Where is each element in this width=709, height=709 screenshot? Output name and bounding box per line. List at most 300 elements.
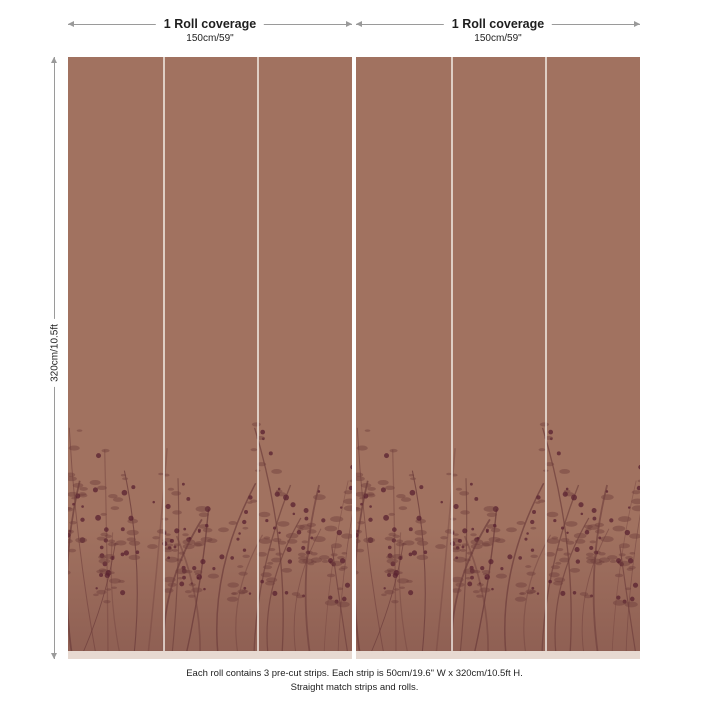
seed-head [237,589,247,594]
seed-head [178,577,183,579]
berry-cluster [561,527,564,530]
berry-cluster [212,567,215,570]
berry-cluster [80,518,84,522]
berry-cluster [182,576,186,580]
seed-head [459,491,469,496]
berry-cluster [616,596,620,600]
berry-cluster [288,559,292,563]
berry-cluster [531,548,534,551]
seed-head [175,568,188,574]
seed-head [298,556,307,560]
berry-cluster [167,556,170,559]
seed-head [238,572,247,576]
berry-cluster [548,580,552,584]
berry-cluster [174,546,177,549]
berry-cluster [532,510,536,514]
seed-head [322,560,329,563]
berry-cluster [518,556,522,560]
seed-head [327,574,335,578]
seed-head [129,555,141,560]
seed-head [384,590,394,595]
berry-cluster [625,530,630,535]
berry-cluster [578,502,583,507]
seed-head [397,571,403,574]
seed-head [157,529,167,533]
seed-head [299,524,311,530]
seed-head [385,486,395,490]
seed-head [460,549,466,552]
arrow-left-icon [68,21,74,27]
roll-1-coverage-dimension [68,14,352,50]
seed-head [367,487,376,491]
berry-cluster [285,591,289,595]
arrow-right-icon [346,21,352,27]
berry-cluster [576,559,580,563]
roll-2-coverage-dimension [356,14,640,50]
seed-head [356,549,364,553]
seed-head [399,506,407,510]
seed-head [539,448,546,451]
seed-head [415,530,427,536]
berry-cluster [81,505,84,508]
berry-cluster [410,490,416,496]
seed-head [625,587,631,590]
berry-cluster [136,550,140,554]
berry-cluster [369,505,372,508]
berry-cluster [462,528,467,533]
roll-base-strip [356,651,640,659]
berry-cluster [128,516,133,521]
berry-cluster [196,574,202,580]
seed-head [127,537,136,541]
seed-head [607,555,617,560]
seed-head [242,527,248,530]
seed-head [390,449,398,453]
seed-head [551,536,558,539]
berry-cluster [95,587,97,589]
seed-head [586,556,595,560]
seed-head [555,562,561,565]
seed-head [163,577,176,583]
seed-head [460,510,470,514]
seed-head [401,497,411,502]
seed-head [330,516,343,522]
seed-head [171,491,181,496]
berry-cluster [440,501,443,504]
berry-cluster [392,527,397,532]
berry-cluster [238,532,241,535]
berry-cluster [95,515,101,521]
seed-head [619,553,626,556]
berry-cluster [388,546,392,550]
seed-head [466,577,471,579]
seed-head [470,533,476,536]
berry-cluster [488,559,493,564]
berry-cluster [297,530,302,535]
seed-head [237,565,243,568]
seed-head [565,521,577,527]
berry-cluster [342,597,347,602]
seed-head [111,586,117,589]
seed-head [97,537,106,541]
seed-head [182,533,188,536]
seed-head [526,572,535,576]
berry-cluster [470,576,474,580]
seed-head [158,473,163,475]
seed-head [162,518,168,521]
berry-cluster [174,528,179,533]
berry-cluster [409,527,413,531]
seed-head [471,544,483,549]
berry-cluster [345,583,350,588]
height-label: 320cm/10.5ft [50,319,61,387]
berry-cluster [165,504,170,509]
seed-head [191,588,202,593]
seed-head [388,533,396,537]
seed-head [515,597,526,602]
berry-cluster [131,485,135,489]
berry-cluster [152,501,155,504]
seed-head [100,533,108,537]
seed-head [194,570,203,574]
seed-head [90,480,101,485]
seed-head [247,501,252,503]
seed-head [487,512,497,517]
berry-cluster [470,483,473,486]
berry-cluster [122,490,128,496]
berry-cluster [321,518,325,522]
berry-cluster [248,495,252,499]
berry-cluster [260,580,264,584]
seed-head [601,536,614,542]
seed-head [385,537,394,541]
berry-cluster [633,583,638,588]
seed-head [476,595,483,598]
berry-cluster [337,530,342,535]
seed-head [183,544,195,549]
berry-cluster [236,538,239,541]
roll-1-artwork [68,57,352,659]
berry-cluster [265,519,268,522]
strip-info-text: Each roll contains 3 pre-cut strips. Each strip is 50cm/19.6" W x 320cm/10.5ft H. [186,668,523,679]
berry-cluster [474,497,478,501]
seed-head [282,568,292,573]
roll-2-artwork [356,57,640,659]
wallpaper-roll-1 [68,57,352,659]
seed-head [102,449,110,453]
seed-head [122,477,128,480]
seed-head [587,524,599,530]
berry-cluster [249,592,251,594]
berry-cluster [205,524,208,527]
seed-head [516,521,525,525]
seed-head [628,566,635,569]
seed-head [625,601,638,607]
seed-head [453,533,458,535]
seed-head [100,513,106,516]
arrow-right-icon [634,21,640,27]
berry-cluster [412,550,417,555]
seed-head [595,529,605,533]
berry-cluster [243,548,246,551]
seed-head [277,521,289,527]
seed-head [551,565,560,569]
seed-head [218,527,229,532]
seed-head [451,588,461,593]
seed-head [482,570,491,574]
berry-cluster [462,546,465,549]
seed-head [575,539,586,544]
berry-cluster [318,490,321,493]
roll-2-title: 1 Roll coverage [451,17,545,31]
seed-head [613,600,626,606]
roll-base-strip [68,651,352,659]
seed-head [75,537,87,542]
seed-head [396,539,403,542]
berry-cluster [243,587,246,590]
berry-cluster [575,547,580,552]
berry-cluster [563,492,568,497]
berry-cluster [453,504,458,509]
seed-head [615,574,623,578]
seed-head [176,559,183,562]
seed-head [464,559,471,562]
seed-head [387,568,395,571]
seed-head [69,446,80,451]
roll-2-width: 150cm/59" [474,33,522,44]
seed-head [231,592,236,594]
seed-head [118,580,125,583]
seed-head [165,557,178,563]
seed-head [242,555,249,558]
seed-head [618,516,631,522]
seed-head [188,595,195,598]
seed-head [598,552,605,555]
berry-cluster [269,451,273,455]
berry-cluster [124,550,129,555]
seed-head [525,589,535,594]
berry-cluster [305,517,309,521]
seed-head [207,538,217,543]
berry-cluster [557,451,561,455]
berry-cluster [560,591,565,596]
berry-cluster [183,528,186,531]
seed-head [79,487,88,491]
berry-cluster [278,488,281,491]
seed-head [99,568,107,571]
berry-cluster [458,539,462,543]
seed-head [388,513,394,516]
berry-cluster [486,530,489,533]
seed-head [228,521,237,525]
seed-head [73,483,84,488]
seed-head [275,552,282,555]
seed-head [535,501,540,503]
berry-cluster [290,502,295,507]
seed-head [127,530,139,536]
seed-head [540,422,549,426]
seed-head [319,555,329,560]
seed-head [365,429,371,432]
berry-cluster [548,430,553,435]
berry-cluster [203,588,206,591]
seed-head [296,595,304,599]
seed-head [196,506,209,512]
seed-head [515,582,527,587]
seed-head [361,483,372,488]
seed-head [381,594,387,597]
seed-head [451,577,464,583]
seed-head [473,590,480,593]
seed-head [570,568,580,573]
berry-cluster [500,567,503,570]
berry-cluster [200,559,205,564]
seed-head [574,533,587,539]
strip-seam [545,57,547,651]
seed-head [263,565,272,569]
seed-head [340,566,347,569]
seed-head [302,540,308,543]
seed-head [401,543,406,545]
berry-cluster [244,510,248,514]
berry-cluster [598,536,601,539]
berry-cluster [630,597,635,602]
seed-head [549,572,560,577]
seed-head [586,553,594,557]
seed-head [387,559,399,564]
seed-head [450,518,456,521]
berry-cluster [170,539,174,543]
seed-head [519,592,524,594]
roll-2-label [444,16,552,46]
seed-head [378,480,389,485]
berry-cluster [530,520,534,524]
berry-cluster [585,530,590,535]
seed-head [267,562,273,565]
berry-cluster [260,430,265,435]
berry-cluster [104,527,109,532]
seed-head [113,543,118,545]
seed-head [454,543,461,546]
seed-head [109,571,115,574]
berry-cluster [491,588,494,591]
strip-seam [163,57,165,651]
seed-head [108,539,115,542]
seed-head [96,590,106,595]
seed-head [307,529,317,533]
wallpaper-roll-2 [356,57,640,659]
seed-head [147,544,158,549]
berry-cluster [416,516,421,521]
berry-cluster [531,587,534,590]
seed-head [313,536,326,542]
berry-cluster [484,574,490,580]
seed-head [111,506,119,510]
seed-head [113,497,123,502]
seed-head [357,446,368,451]
seed-head [525,565,531,568]
berry-cluster [537,592,539,594]
seed-head [530,527,536,530]
berry-cluster [566,532,568,534]
seed-head [77,429,83,432]
seed-head [584,595,592,599]
berry-cluster [566,488,569,491]
berry-cluster [424,550,428,554]
seed-head [189,583,196,586]
seed-head [259,512,271,517]
berry-cluster [593,517,597,521]
berry-cluster [471,528,474,531]
seed-head [168,583,177,587]
seed-head [601,494,614,500]
berry-cluster [219,554,224,559]
seed-head [263,536,270,539]
seed-head [265,581,275,586]
seed-head [313,494,326,500]
berry-cluster [242,520,246,524]
berry-cluster [100,546,104,550]
seed-head [435,544,446,549]
berry-cluster [507,554,512,559]
seed-head [168,488,174,491]
berry-cluster [526,532,529,535]
seed-head [325,600,338,606]
seed-head [477,583,484,586]
berry-cluster [272,591,277,596]
seed-head [495,538,505,543]
seed-head [394,588,399,590]
seed-head [286,533,299,539]
berry-cluster [278,532,280,534]
berry-cluster [304,508,309,513]
seed-head [227,597,238,602]
seed-head [331,553,338,556]
seed-head [310,552,317,555]
seed-head [547,512,559,517]
berry-cluster [328,596,332,600]
berry-cluster [628,506,630,508]
seed-head [440,536,447,539]
seed-head [152,536,159,539]
berry-cluster [581,513,584,516]
berry-cluster [553,519,556,522]
seed-head [69,521,77,524]
seed-head [613,526,626,532]
seed-head [251,448,258,451]
seed-head [308,562,315,565]
berry-cluster [609,518,613,522]
berry-cluster [467,582,472,587]
strip-seam [257,57,259,651]
seed-head [261,572,272,577]
seed-head [163,588,173,593]
roll-1-width: 150cm/59" [186,33,234,44]
seed-head [553,581,563,586]
seed-head [590,540,596,543]
arrow-down-icon [51,653,57,659]
seed-head [337,601,350,607]
roll-1-title: 1 Roll coverage [163,17,257,31]
berry-cluster [121,527,125,531]
seed-head [337,587,343,590]
seed-head [453,557,466,563]
seed-head [415,537,424,541]
seed-head [559,469,570,474]
berry-cluster [455,556,458,559]
seed-head [445,529,455,533]
seed-head [287,539,298,544]
